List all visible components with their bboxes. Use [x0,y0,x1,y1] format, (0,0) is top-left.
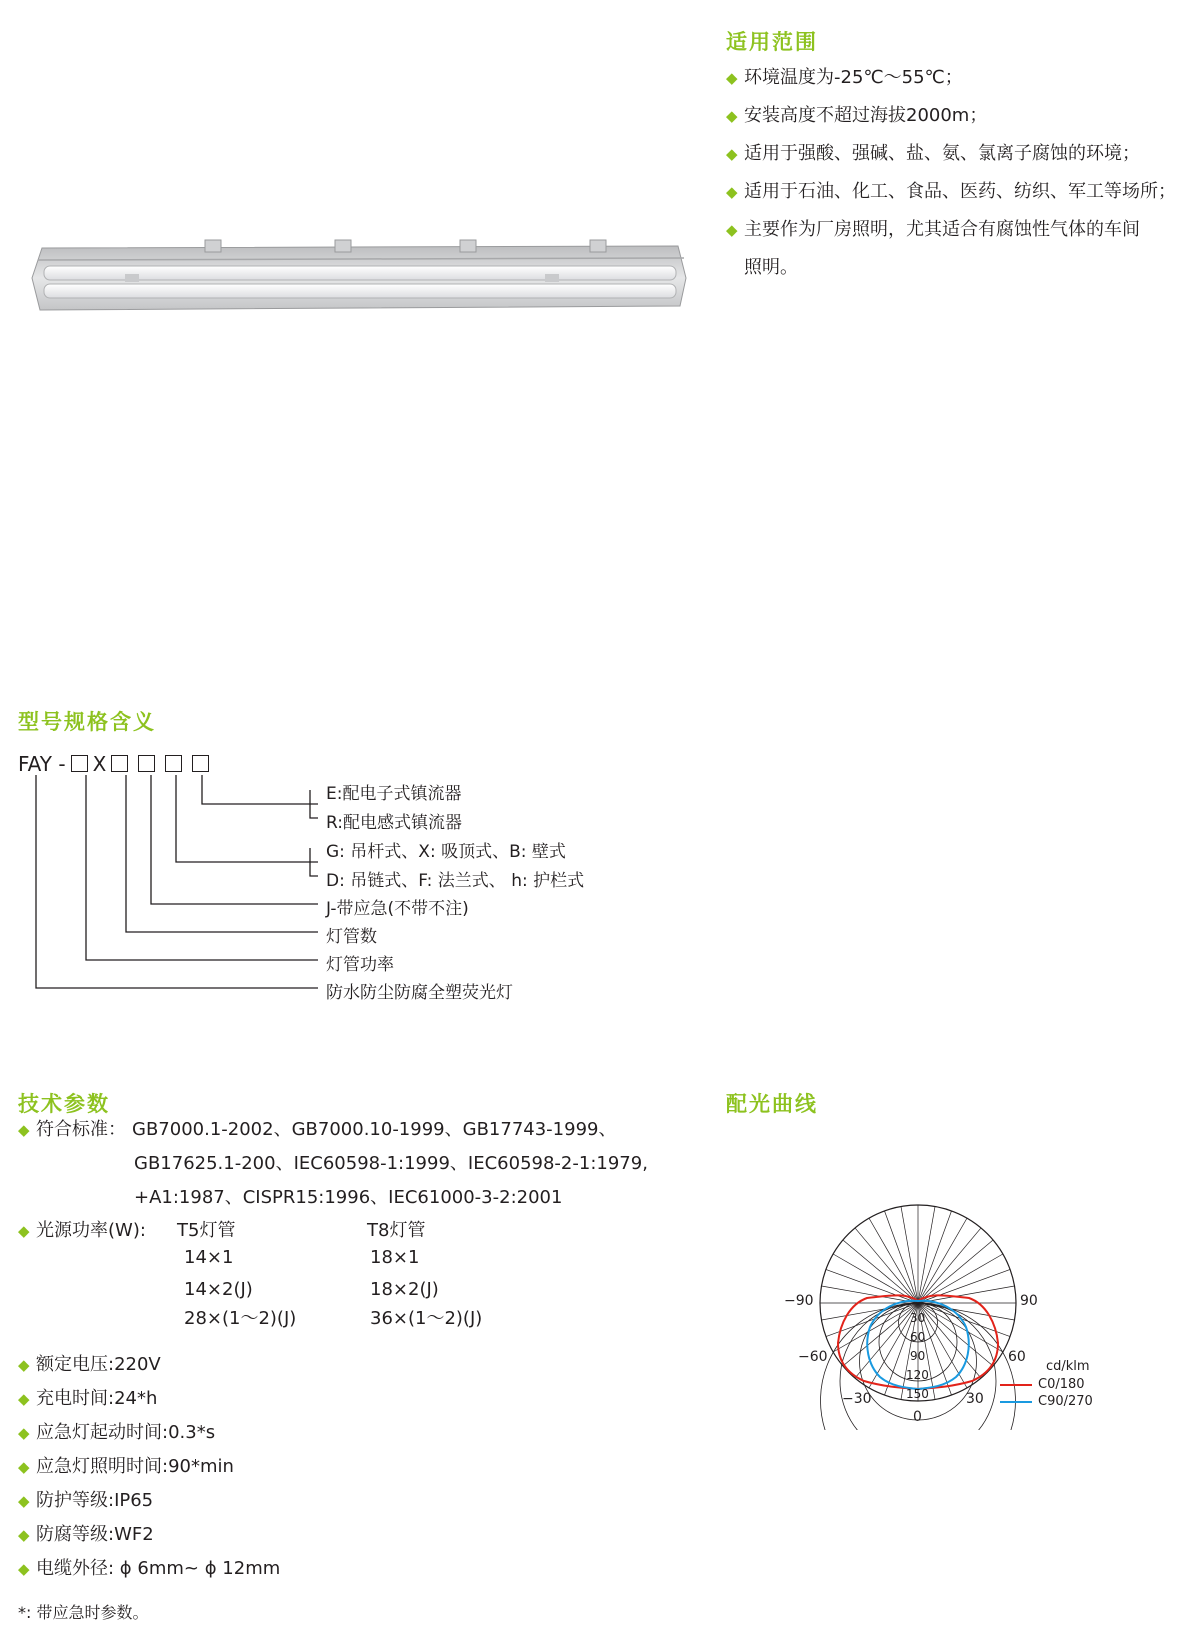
model-prefix: FAY - [18,752,66,776]
angle-label-right90: 90 [1020,1293,1038,1309]
radial-label-150: 150 [906,1387,929,1401]
legend-swatch-c90 [1000,1401,1032,1403]
footnote: *: 带应急时参数。 [18,1603,149,1622]
standards-label: ◆ 符合标准： [18,1119,126,1140]
curve-title: 配光曲线 [726,1092,818,1116]
param-duration: ◆ 应急灯照明时间:90*min [18,1456,234,1477]
diamond-icon: ◆ [18,1458,30,1476]
model-line-g: G: 吊杆式、X: 吸顶式、B: 壁式 [326,842,566,862]
curve-unit: cd/klm [1046,1359,1090,1374]
t8-value-2: 18×2(J) [370,1279,439,1300]
model-line-j: J-带应急(不带不注) [326,899,469,919]
model-line-r: R:配电感式镇流器 [326,813,463,833]
diamond-icon: ◆ [726,221,738,239]
param-voltage: ◆ 额定电压:220V [18,1354,161,1375]
standards-line-1: GB7000.1-2002、GB7000.10-1999、GB17743-1999、 [132,1119,617,1140]
angle-label-left30: −30 [842,1391,872,1407]
applicable-item-3: ◆ 适用于强酸、强碱、盐、氨、氯离子腐蚀的环境； [726,143,1140,164]
t5-label: T5灯管 [177,1220,236,1241]
radial-label-90: 90 [910,1349,926,1363]
legend-c0: C0/180 [1000,1377,1085,1392]
diamond-icon: ◆ [726,107,738,125]
t5-value-3: 28×(1～2)(J) [184,1308,297,1329]
model-line-d: D: 吊链式、F: 法兰式、 h: 护栏式 [326,871,585,891]
angle-label-left90: −90 [784,1293,814,1309]
radial-label-60: 60 [910,1330,926,1344]
model-leader-lines [0,0,330,1000]
applicable-item-5: ◆ 主要作为厂房照明，尤其适合有腐蚀性气体的车间 [726,219,1140,240]
model-line-power: 灯管功率 [326,955,394,975]
applicable-item-5-cont: 照明。 [744,257,798,278]
model-title: 型号规格含义 [18,710,156,734]
applicable-title: 适用范围 [726,30,818,54]
angle-label-right60: 60 [1008,1349,1026,1365]
applicable-item-4: ◆ 适用于石油、化工、食品、医药、纺织、军工等场所； [726,181,1176,202]
radial-label-120: 120 [906,1368,929,1382]
angle-label-zero: 0 [913,1409,922,1425]
diamond-icon: ◆ [18,1560,30,1578]
param-charge: ◆ 充电时间:24*h [18,1388,158,1409]
t8-value-3: 36×(1～2)(J) [370,1308,483,1329]
legend-swatch-c0 [1000,1384,1032,1386]
radial-label-30: 30 [910,1311,926,1325]
model-line-count: 灯管数 [326,927,377,947]
diamond-icon: ◆ [18,1492,30,1510]
tech-title: 技术参数 [18,1092,110,1116]
diamond-icon: ◆ [726,183,738,201]
legend-c90: C90/270 [1000,1394,1093,1409]
t5-value-1: 14×1 [184,1247,234,1268]
param-cable: ◆ 电缆外径: ϕ 6mm~ ϕ 12mm [18,1558,281,1579]
standards-line-2: GB17625.1-200、IEC60598-1:1999、IEC60598-2-1:1979, [134,1153,648,1174]
t8-label: T8灯管 [367,1220,426,1241]
applicable-item-2: ◆ 安装高度不超过海拔2000m； [726,105,988,126]
param-ip: ◆ 防护等级:IP65 [18,1490,154,1511]
diamond-icon: ◆ [726,69,738,87]
t5-value-2: 14×2(J) [184,1279,253,1300]
param-start: ◆ 应急灯起动时间:0.3*s [18,1422,216,1443]
param-wf: ◆ 防腐等级:WF2 [18,1524,154,1545]
diamond-icon: ◆ [18,1390,30,1408]
model-x: X [92,752,107,776]
diamond-icon: ◆ [18,1424,30,1442]
standards-line-3: +A1:1987、CISPR15:1996、IEC61000-3-2:2001 [134,1187,563,1208]
diamond-icon: ◆ [18,1121,30,1139]
model-line-name: 防水防尘防腐全塑荧光灯 [326,983,513,1003]
angle-label-right30: 30 [966,1391,984,1407]
diamond-icon: ◆ [726,145,738,163]
angle-label-left60: −60 [798,1349,828,1365]
power-label: ◆ 光源功率(W): [18,1220,146,1241]
diamond-icon: ◆ [18,1222,30,1240]
model-line-e: E:配电子式镇流器 [326,784,462,804]
diamond-icon: ◆ [18,1526,30,1544]
t8-value-1: 18×1 [370,1247,420,1268]
applicable-item-1: ◆ 环境温度为-25℃～55℃； [726,67,963,88]
diamond-icon: ◆ [18,1356,30,1374]
